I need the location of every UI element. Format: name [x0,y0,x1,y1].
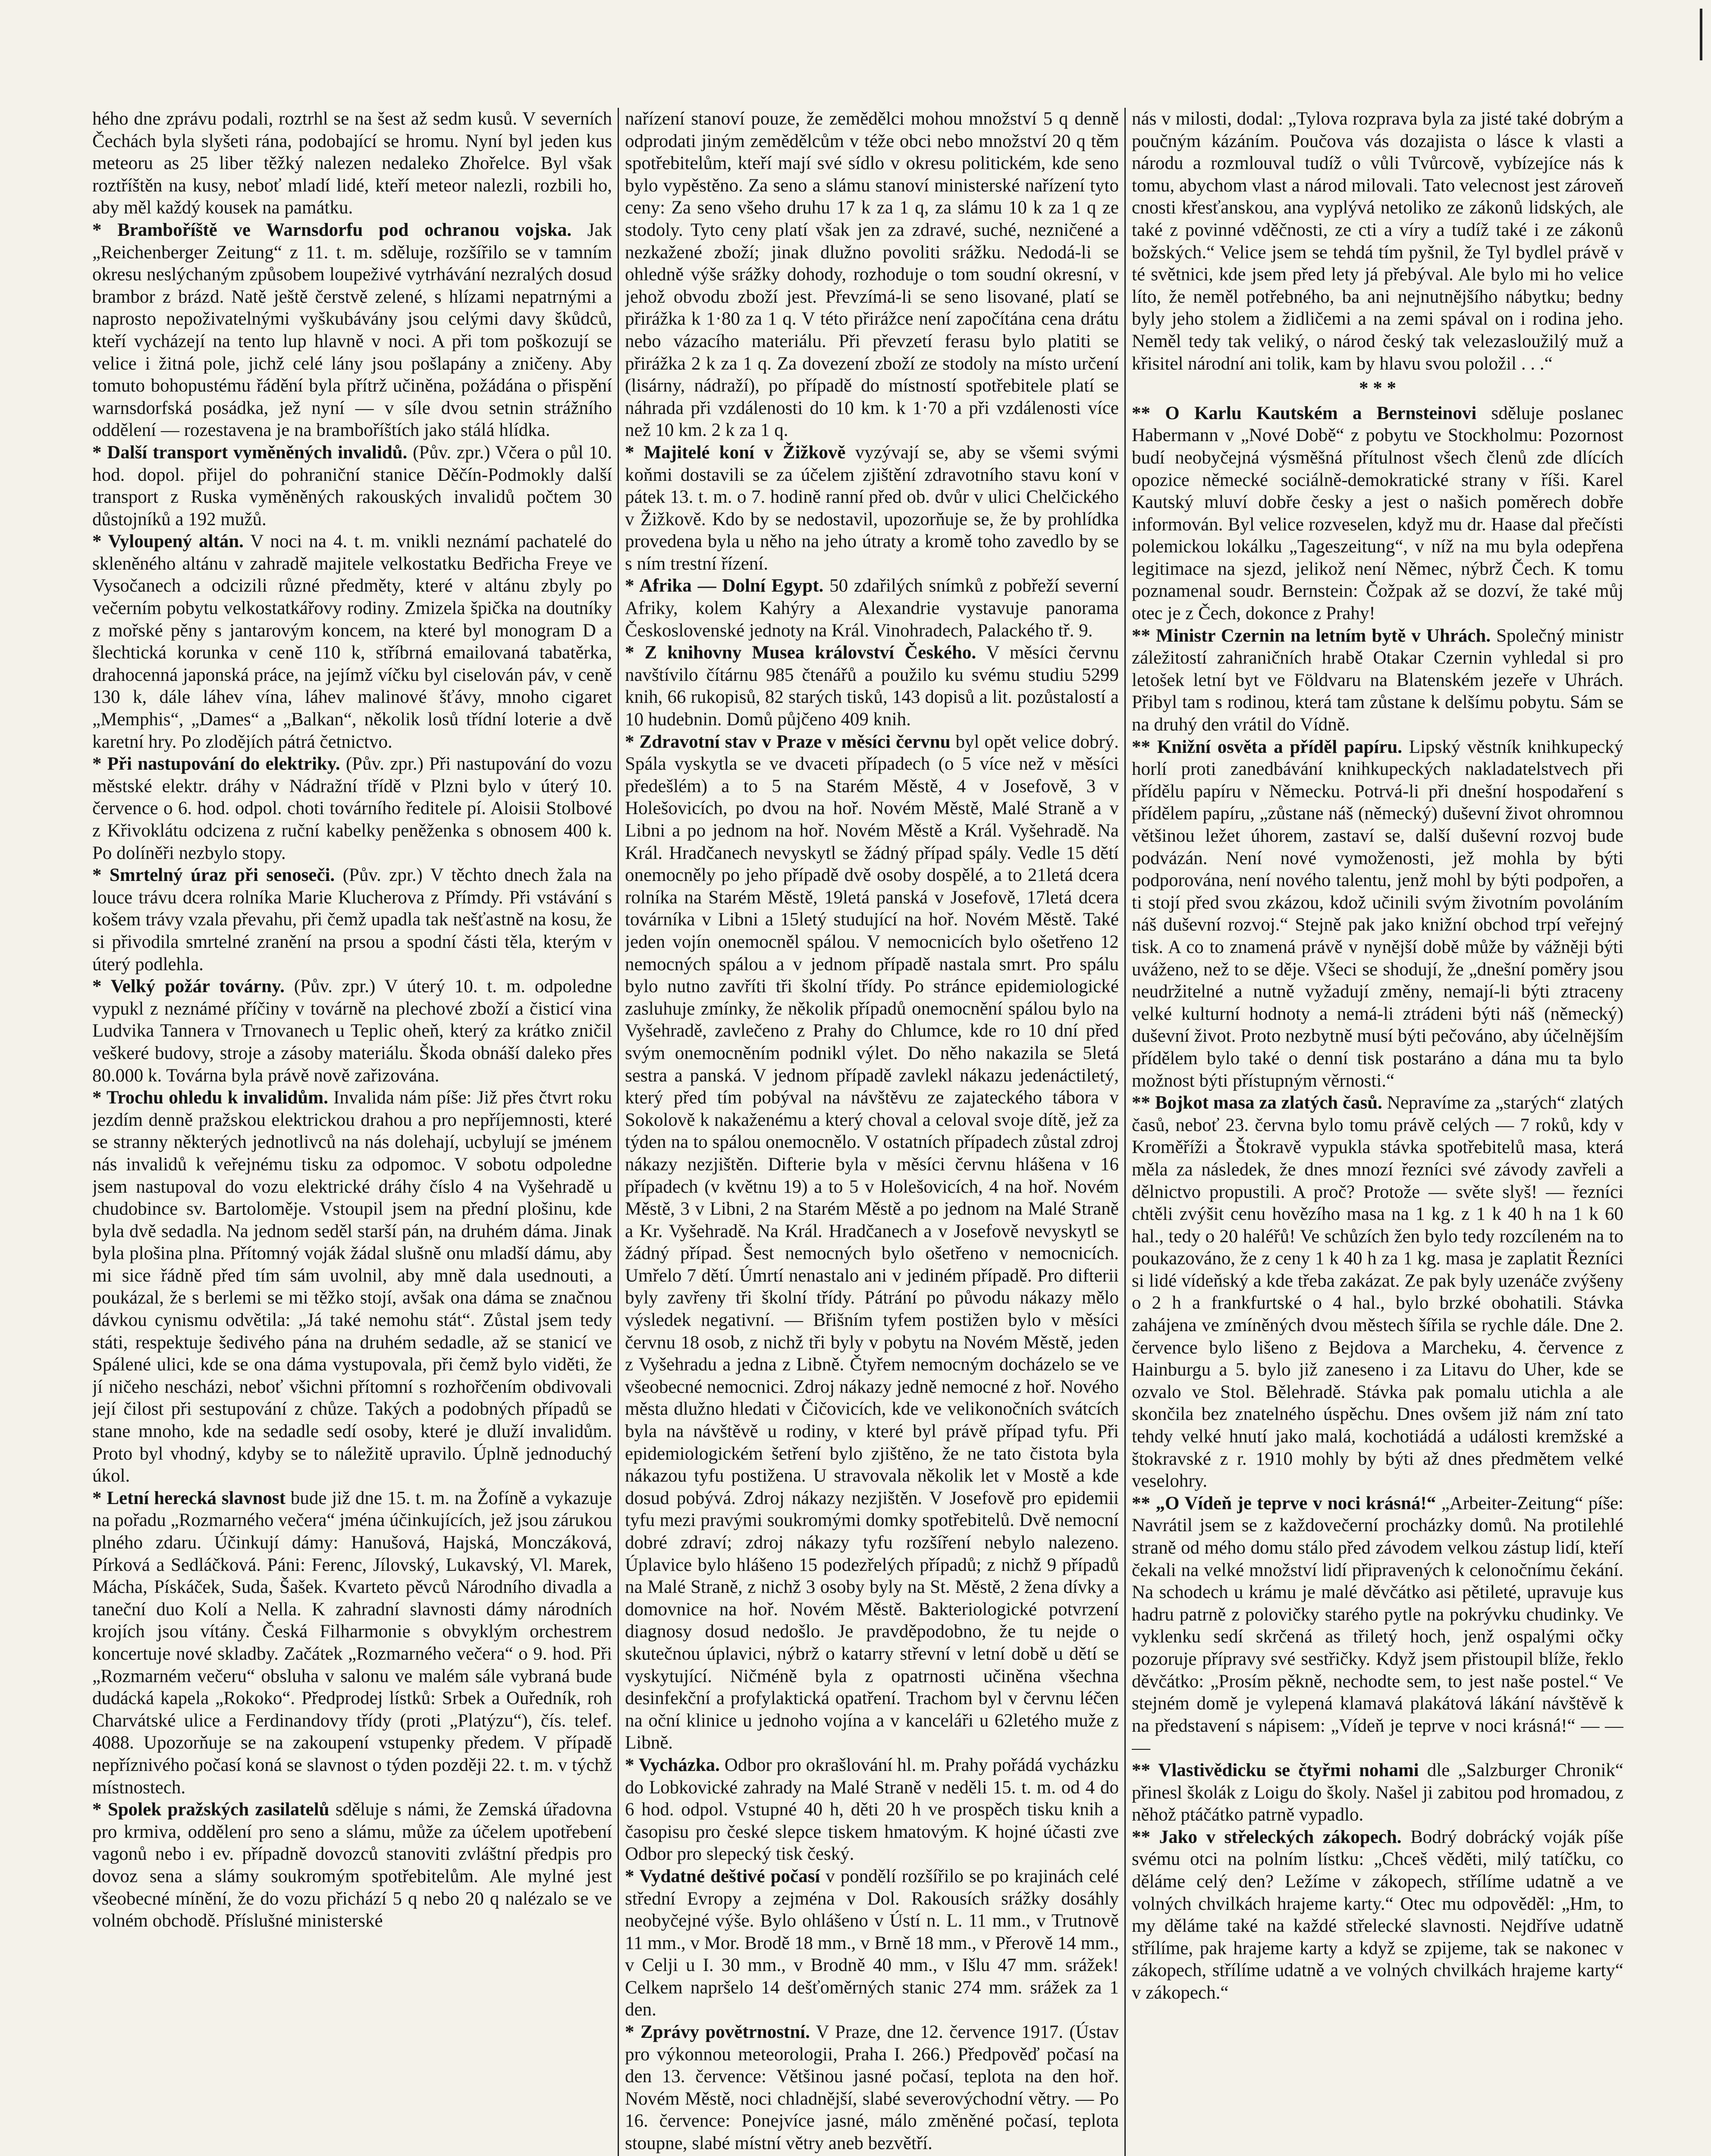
news-item-paragraph [625,108,1119,442]
column-1 [92,108,612,2156]
news-item [92,442,612,530]
news-item-paragraph [625,2021,1119,2155]
news-item [92,108,612,219]
news-text: Odbor pro okrašlování hl. m. Prahy pořádá vycházku do Lobkovické zahrady na Malé Straně v neděli 15. t. m. od 4 do 6 hod. odpol. Vstupné 40 h, děti 20 h ve prospěch tisku knih a časopisu pro české slepce tiskem hmatovým. K hojné účasti zve Odbor pro slepecký tisk český. [625,1755,1119,1865]
news-text: „Arbeiter-Zeitung“ píše: Navrátil jsem se z každovečerní procházky domů. Na protilehlé straně od mého domu stálo před závodem velkou zástup lidí, kteří čekali na velké množství lidí připravených k celonočnímu čekání. Na schodech u krámu je malé děvčátko asi pětileté, upravuje kus hadru patrně z polovičky starého pytle na pokrývku chudinky. Ve vyklenku sedí skrčená as třiletý hoch, jenž ospalými očky pozoruje přípravy své sestřičky. Když jsem přistoupil blíže, řeklo děvčátko: „Prosím pěkně, nechodte sem, to jest naše postel.“ Ve stejném domě je vylepená klamavá plakátová lákání návštěvě k na představení s nápisem: „Vídeň je teprve v noci krásná!“ — — — [1132,1493,1623,1758]
news-item-paragraph [92,219,612,442]
news-text: vyzývají se, aby se všemi svými koňmi dostavili se za účelem zjištění zdravotního stavu koní v pátek 13. t. m. o 7. hodině ranní před ob. dvůr v ulici Chelčického v Žižkově. Kdo by se nedostavil, upozorňuje se, že by prohlídka provedena byla u něho na jeho útraty a kromě toho zavedlo by se s ním trestní řízení. [625,442,1119,574]
news-headline: ** Jako v střeleckých zákopech. [1132,1827,1402,1847]
news-item [1132,625,1623,736]
news-item [92,530,612,753]
news-item [1132,1092,1623,1492]
column-divider [618,108,619,2156]
news-text: (Pův. zpr.) V těchto dnech žala na louce trávu dcera rolníka Marie Klucherova z Přímdy. Při vstávání s košem trávy vzala převahu, při čemž upadla tak nešťastně na kosu, že si přivodila smrtelné zranění na prsou a spodní části těla, kterým v úterý podlehla. [92,865,612,975]
news-item-paragraph [1132,736,1623,1092]
news-text: nás v milosti, dodal: „Tylova rozprava byla za jisté také dobrým a poučným kázáním. Poučova vás dozajista o lásce k vlasti a národu a rozmlouval tudíž o vůli Tvůrcově, vybízejíce nás k tomu, abychom vlast a národ milovali. Tato velecnost jest zároveň cnosti křesťanskou, ana vyplývá netoliko ze zákonů lidských, ale také z povinné vděčnosti, ze cti a víry a tudíž také i ze zákonů božských.“ Velice jsem se tehdá tím pyšnil, že Tyl bydlel právě v té světnici, kde jsem před lety já přebýval. Ale bylo mi ho velice líto, že neměl potřebného, ba ani nejnutnějšího nábytku; bedny byly jeho stolem a židličemi a na zemi spával on i rodina jeho. Neměl tedy tak veliký, o národ český tak velezasloužilý muž a křisitel národní ani tolik, kam by hlavu svou položil . . .“ [1132,109,1623,374]
news-item [92,1799,612,1932]
news-text: 50 zdařilých snímků z pobřeží severní Afriky, kolem Kahýry a Alexandrie vystavuje panorama Československé jednoty na Král. Vinohradech, Palackého tř. 9. [625,576,1119,641]
news-item-paragraph [625,575,1119,642]
news-item [625,731,1119,1754]
news-headline: * Vydatné deštivé počasí [625,1866,820,1887]
news-item-paragraph [92,530,612,753]
news-text: hého dne zprávu podali, roztrhl se na šest až sedm kusů. V severních Čechách byla slyšeti rána, podobající se hromu. Nyní byl jeden kus meteoru as 25 liber těžký nalezen nedaleko Zhořelce. Byl však roztříštěn na kusy, neboť mladí lidé, kteří meteor nalezli, rozbili ho, aby měl každý kousek na památku. [92,109,612,218]
news-text: nařízení stanoví pouze, že zemědělci mohou množství 5 q denně odprodati jiným zemědělcům v téže obci nebo množství 20 q těm spotřebitelům, kteří mají své sídlo v okresu politickém, kde seno bylo vypěstěno. Za seno a slámu stanoví ministerské nařízení tyto ceny: Za seno všeho druhu 17 k za 1 q, za slámu 10 k za 1 q ze stodoly. Tyto ceny platí však jen za zdravé, suché, nezničené a nezkažené zboží; jinak dlužno povoliti srážku. Nedodá-li se ohledně výše srážky dohody, rozhoduje o tom soudní okresní, v jehož obvodu zboží jest. Převzímá-li se seno lisované, platí se přirážka k 1·80 za 1 q. V této přirážce není započítána cena drátu nebo vázacího materiálu. Při převzetí ferasu bylo platiti se přirážka 2 k za 1 q. Za dovezení zboží ze stodoly na místo určení (lisárny, nádraží), po případě do místností spotřebitele platí se náhrada při vzdálenosti do 10 km. k 1·70 a při vzdálenosti více než 10 km. 2 k za 1 q. [625,109,1119,441]
news-item [1132,1826,1623,2004]
news-text: Jak „Reichenberger Zeitung“ z 11. t. m. sděluje, rozšířilo se v tamním okresu neslýchaným způsobem loupeživé vytrhávání nezralých dosud brambor z brázd. Natě ještě čerstvě zelené, s hlízami nepatrnými a naprosto nepoživatelnými vyškubávány jsou celými davy škůdců, kteří vycházejí na tento lup hlavně v noci. A při tom poškozují se velice i žitná pole, jichž celé lány jsou pošlapány a zničeny. Aby tomuto bohopustému řádění byla přítrž učiněna, požádána o přispění warnsdorfská posádka, jež nyní — v síle dvou setnin strážního oddělení — rozestavena je na bramboříštích jako stálá hlídka. [92,219,612,441]
news-item [1132,402,1623,625]
news-item [625,108,1119,442]
news-item [625,1865,1119,2021]
news-text: (Pův. zpr.) Při nastupování do vozu městské elektr. dráhy v Nádražní třídě v Plzni bylo v úterý 10. července o 6. hod. odpol. choti továrního ředitele pí. Aloisii Stolbové z Křivoklátu odcizena z ruční kabelky peněženka s obnosem 400 k. Po dolíněři nezbylo stopy. [92,754,612,863]
news-item-paragraph [92,975,612,1087]
newspaper-page [92,108,1623,2156]
news-headline: * Z knihovny Musea království Českého. [625,642,976,663]
news-item [625,575,1119,642]
news-item [625,1754,1119,1865]
news-item [92,1487,612,1799]
news-item [92,219,612,442]
news-headline: * Při nastupování do elektriky. [92,754,340,774]
news-text: Lipský věstník knihkupecký horlí proti zanedbávání knihkupeckých nakladatelstvech při přídělu papíru v Německu. Potrvá-li při dnešní hospodaření s přídělem papíru, „zůstane náš (německý) duševní život ohromnou většinou ležet úhorem, zastaví se, další duševní rozvoj bude podvázán. Není nové vymoženosti, jež mohla by býti podporována, není nového talentu, jenž mohl by býti podpořen, a ti stojí před svou zkázou, kdož učinili svým životním povoláním náš duševní rozvoj.“ Stejně pak jako knižní obchod trpí veřejný tisk. A co to znamená právě v nynější době může by vážněji býti uváženo, než to se děje. Všeci se shodují, že „dnešní poměry jsou neudržitelné a nutně vyžadují změny, nemají-li býti ztraceny velké kulturní hodnoty a nemá-li ztrádeni býti náš (německý) duševní život. Proto nezbytně musí býti pečováno, aby účelnějším přídělem bylo také o denní tisk postaráno a dána mu ta bylo možnost býti přístupným věrnosti.“ [1132,736,1623,1091]
news-headline: * Majitelé koní v Žižkově [625,442,846,463]
news-item-paragraph [92,1799,612,1932]
news-text: sděluje s námi, že Zemská úřadovna pro krmiva, oddělení pro seno a slámu, může za účelem upotřebení vagonů nebo i ev. případně dovozců stanoviti zvláštní předpis pro dovoz sena a slámy soukromým spotřebitelům. Ale mylné jest všeobecné mínění, že do vozu přichází 5 q nebo 20 q nalézalo se ve volném obchodě. Příslušné ministerské [92,1799,612,1931]
news-headline: * Smrtelný úraz při senoseči. [92,865,335,886]
news-item-paragraph [92,753,612,864]
news-text: sděluje poslanec Habermann v „Nové Době“ z pobytu ve Stockholmu: Pozornost budí neobyčejná výsměšná přítulnost všech členů zde dlících opozice německé sociálně-demokratické strany v říši. Karel Kautský mluví dobře česky a jest o našich poměrech dobře informován. Byl velice rozveselen, když mu dr. Haase dal přečísti polemickou lokálku „Tageszeitung“, v níž na mu byla odepřena legitimace na sjezd, jelikož není Němec, nýbrž Čech. K tomu poznamenal soudr. Bernstein: Čožpak až se dozví, že také můj otec je z Čech, dokonce z Prahy! [1132,403,1623,624]
column-3 [1132,108,1623,2156]
news-headline: * Velký požár továrny. [92,976,285,997]
news-text: Invalida nám píše: Již přes čtvrt roku jezdím denně pražskou elektrickou drahou a pro nepříjemnosti, které se stranny některých jednotlivců na nás dolehají, ucbylují se jménem nás invalidů k veřejnému tisku za odpomoc. V sobotu odpoledne jsem nastupoval do vozu elektrické dráhy číslo 4 na Vyšehradě u chudobince sv. Bartoloměje. Vstoupil jsem na přední plošinu, kde byla dvě sedadla. Na jednom seděl starší pán, na druhém dáma. Jinak byla plošina plna. Přítomný voják žádal slušně onu mladší dámu, aby mi sice řádně před tím sám uvolnil, aby mně dala usednouti, a poukázal, že s berlemi se mi těžko stojí, avšak ona dáma se značnou dávkou cynismu odvětila: „Já také nemohu stát“. Zůstal jsem tedy státi, respektuje šedivého pána na druhém sedadle, až se stanicí ve Spálené ulici, kde se ona dáma vystupovala, při čemž bylo viděti, že jí ničeho nescházi, neboť všichni přítomní s rozhořčením obdivovali její čilost při sestupování z chůze. Takých a podobných případů se stane mnoho, kde na sedadle sedí osoby, které je dluží invalidům. Proto byl vhodný, kdyby se to náležitě upravilo. Úplně jednoduchý úkol. [92,1087,612,1486]
column-divider [1124,108,1126,2156]
news-headline: * Bramboříště ve Warnsdorfu pod ochranou vojska. [92,219,572,240]
news-item [625,642,1119,730]
news-text: (Pův. zpr.) V úterý 10. t. m. odpoledne vypukl z neznámé příčiny v továrně na plechové zboží a čisticí vina Ludvika Tannera v Trnovanech u Teplic oheň, který za krátko zničil veškeré budovy, stroje a zásoby materiálu. Škoda obnáší daleko přes 80.000 k. Továrna byla právě nově zařizována. [92,976,612,1086]
news-item [92,864,612,975]
news-headline: * Vyloupený altán. [92,531,244,552]
page-edge-mark [1700,9,1702,60]
news-item [1132,1492,1623,1759]
news-item-paragraph [1132,1826,1623,2004]
news-item-paragraph [1132,402,1623,625]
news-text: Bodrý dobrácký voják píše svému otci na polním lístku: „Chceš věděti, milý tatíčku, co děláme celý den? Ležíme v zákopech, střílíme udatně a ve volných chvilkách hrajeme karty.“ Otec mu odpověděl: „Hm, to my děláme také na každé střelecké slavnosti. Nejdříve udatně střílíme, pak hrajeme karty a když se zpijeme, tak se nakonec v zákopech, střílíme udatně a ve volných chvilkách hrajeme karty“ v zákopech.“ [1132,1827,1623,2003]
news-item-paragraph [92,108,612,219]
news-item-paragraph [625,642,1119,730]
column-2 [625,108,1119,2156]
news-text: V Praze, dne 12. července 1917. (Ústav pro výkonnou meteorologii, Praha I. 266.) Předpověď počasí na den 13. července: Většinou jasné počasí, teplota na den hoř. Novém Městě, noci chladnější, slabé severovýchodní větry. — Po 16. července: Ponejvíce jasné, málo změněné počasí, teplota stoupne, slabé místní větry aneb bezvětří. [625,2022,1119,2154]
news-item [625,2021,1119,2155]
news-item-paragraph [1132,1759,1623,1826]
news-headline: ** O Karlu Kautském a Bernsteinovi [1132,403,1477,423]
news-headline: ** Vlastivědicku se čtyřmi nohami [1132,1760,1419,1780]
news-item-paragraph [92,442,612,530]
news-item-paragraph [1132,108,1623,375]
news-headline: ** Knižní osvěta a příděl papíru. [1132,736,1402,757]
news-item-paragraph [1132,1492,1623,1759]
news-item-paragraph [625,442,1119,575]
news-text: byl opět velice dobrý. Spála vyskytla se ve dvaceti případech (o 5 více než v měsíci předešlém) a to 5 na Starém Městě, 4 v Josefově, 3 v Holešovicích, po dvou na hoř. Novém Městě, Malé Straně a v Libni a po jednom na hoř. Novém Městě a Král. Vyšehradě. Na Král. Hradčanech nevyskytl se žádný případ spály. Vedle 15 dětí onemocněly po jeho případě dvě osoby dospělé, a to 21letá dcera rolníka na Starém Městě, 19letá panská v Josefově, 17letá dcera továrníka v Libni a 15letý studující na hoř. Novém Městě. Také jeden vojín onemocněl spálou. V nemocnicích bylo ošetřeno 12 nemocných spálou a v jednom případě nastala smrt. Pro spálu bylo nutno zavříti tři školní třídy. Po stránce epidemiologické zasluhuje zmínky, že několik případů onemocnění spálou bylo na Vyšehradě, zavlečeno z Prahy do Chlumce, kde ro 10 dní před svým onemocněním podnikl výlet. Do něho nakazila se 5letá sestra a panská. V jednom případě zavlekl nákazu jedenáctiletý, který před tím pobýval na návštěvu ze zajateckého tábora v Sokolově k nakaženému a který choval a celoval svoje dítě, jež za týden na to spálou onemocnělo. V ostatních případech zůstal zdroj nákazy nezjištěn. Difterie byla v měsíci červnu hlášena v 16 případech (v květnu 19) a to 5 v Holešovicích, 4 na hoř. Novém Městě, 3 v Libni, 2 na Starém Městě a po jednom na Malé Straně a Kr. Vyšehradě. Na Král. Hradčanech a v Josefově nevyskytl se žádný případ. Šest nemocných bylo ošetřeno v nemocnicích. Umřelo 7 dětí. Úmrtí nenastalo ani v jediném případě. Pro difterii byly zavřeny tři školní třídy. Pátrání po původu nákazy mělo výsledek negativní. — Břišním tyfem postižen bylo v měsíci červnu 18 osob, z nichž tři byly v pobytu na Novém Městě, jeden z Vyšehradu a jedna z Libně. Čtyřem nemocným docházelo se ve všeobecné nemocnici. Zdroj nákazy jedně nemocné z hoř. Nového města dlužno hledati v Čičovicích, kde ve velikonočních svátcích byla na návštěvě u rodiny, v které byl právě případ tyfu. Při epidemiologickém šetření bylo zjištěno, že ne tato čistota byla nákazou tyfu postižena. U stravovala několik let v Mostě a kde dosud pobývá. Zdroj nákazy nezjištěn. V Josefově pro epidemii tyfu mezi pravými soukromými domky spotřebitelů. Dvě nemocní dobré zdraví; zdroj nákazy tyfu rozšíření nebylo nalezeno. Úplavice bylo hlášeno 15 podezřelých případů; z nichž 9 případů na Malé Straně, z nichž 3 osoby byly na St. Městě, 2 žena dívky a domovnice na hoř. Novém Městě. Bakteriologické potvrzení diagnosy dosud nedošlo. Je pravděpodobno, že tu nejde o skutečnou úplavici, nýbrž o katarry střevní v letní době u dětí se vyskytující. Ničméně byla z opatrnosti učiněna všechna desinfekční a profylaktická opatření. Trachom byl v červnu léčen na oční klinice u jednoho vojína a v kanceláři u 62letého muže z Libně. [625,731,1119,1753]
news-item [1132,736,1623,1092]
news-text: v pondělí rozšířilo se po krajinách celé střední Evropy a zejména v Dol. Rakousích srážky dosáhly neobyčejné výše. Bylo ohlášeno v Ústí n. L. 11 mm., v Trutnově 11 mm., v Mor. Brodě 18 mm., v Brně 18 mm., v Přerově 14 mm., v Celji u I. 30 mm., v Brodně 40 mm., v Išlu 47 mm. srážek! Celkem napršelo 14 dešťoměrných stanic 274 mm. srážek za 1 den. [625,1866,1119,2020]
news-item [92,753,612,864]
news-headline: * Zdravotní stav v Praze v měsíci červnu [625,731,951,752]
news-item-paragraph [1132,625,1623,736]
news-text: V noci na 4. t. m. vnikli neznámí pachatelé do skleněného altánu v zahradě majitele velkostatku Bedřicha Freye ve Vysočanech a odcizili různé předměty, které v altánu zbyly po večerním pobytu velkostatkářovy rodiny. Zmizela špička na doutníky z mořské pěny s jantarovým koncem, na které byl monogram D a šlechtická korunka v ceně 110 k, stříbrná emailovaná tabatěrka, drahocenná japonská práce, na jejímž víčku byl ciselován páv, v ceně 130 k, dále láhev vína, láhev malinové šťávy, mnoho cigaret „Memphis“, „Dames“ a „Balkan“, několik losů třídní loterie a dvě karetní hry. Po zlodějích pátrá četnictvo. [92,531,612,752]
news-headline: * Spolek pražských zasilatelů [92,1799,330,1820]
news-item [1132,108,1623,375]
news-headline: * Další transport vyměněných invalidů. [92,442,408,463]
news-text: V měsíci červnu navštívilo čítárnu 985 čtenářů a použilo ku svému studiu 5299 knih, 66 rukopisů, 82 starých tisků, 143 dopisů a lit. pozůstalostí a 10 hudebnin. Domů půjčeno 409 knih. [625,642,1119,730]
news-item [92,1087,612,1487]
news-item [625,442,1119,575]
news-headline: * Vycházka. [625,1755,720,1775]
news-item-paragraph [1132,1092,1623,1492]
news-item-paragraph [625,1865,1119,2021]
news-text: Nepravíme za „starých“ zlatých časů, neboť 23. června bylo tomu právě celých — 7 roků, kdy v Kroměříži a Štokravě vypukla stávka spotřebitelů masa, která měla za následek, že dnes mnozí řezníci své závody zavřeli a dělnictvo propustili. A proč? Protože — světe slyš! — řezníci chtěli zvýšit cenu hovězího masa na 1 kg. z 1 k 40 h na 1 k 60 hal., tedy o 20 haléřů! Ve schůzích žen bylo tedy rozcíleném na to poukazováno, že z ceny 1 k 40 h za 1 kg. masa je zaplatit Řezníci si lidé vídeňský a kde třeba zakázat. Ze pak byly uzenáče zvýšeny o 2 h a frankfurtské o 4 hal., bylo brzké obohatili. Stávka zahájena ve zmíněných dvou městech šířila se rychle dále. Dne 2. července bylo lišeno z Bejdova a Marcheku, 4. července z Hainburgu a 5. bylo již zaneseno i za Litavu do Uher, kde se ozvalo ve Stol. Bělehradě. Stávka pak pomalu utichla a ale skončila bez znatelného úspěchu. Dnes ovšem již nám zní tato tehdy velké hnutí jako malá, kochotiádá a události kremžské a štokravské z r. 1910 mohly by býti až dnes předmětem velké veselohry. [1132,1093,1623,1492]
news-item-paragraph [625,1754,1119,1865]
news-headline: ** Bojkot masa za zlatých časů. [1132,1093,1382,1113]
news-text: bude již dne 15. t. m. na Žofíně a vykazuje na pořadu „Rozmarného večera“ jména účinkujících, jež jsou zárukou plného zdaru. Účinkují dámy: Hanušová, Hajská, Monczáková, Pírková a Sedláčková. Páni: Ferenc, Jílovský, Lukavský, Vl. Marek, Mácha, Pískáček, Suda, Šašek. Kvarteto pěvců Národního divadla a taneční duo Kolí a Nella. K zahradní slavnosti dámy národních krojích jsou vítány. Česká Filharmonie s obvyklým orchestrem koncertuje nové skladby. Začátek „Rozmarného večera“ o 9. hod. Při „Rozmarném večeru“ obsluha v salonu ve malém sále vybraná bude dudácká kapela „Rokoko“. Předprodej lístků: Srbek a Ouředník, roh Charvátské ulice a Ferdinandovy třídy (proti „Platýzu“), čís. telef. 4088. Upozorňuje se na zakoupení vstupenky předem. V případě nepříznivého počasí koná se slavnost o týden později 22. t. m. v týchž místnostech. [92,1488,612,1798]
news-item [92,975,612,1087]
news-item [1132,1759,1623,1826]
section-separator: * * * [1359,378,1396,399]
news-headline: ** Ministr Czernin na letním bytě v Uhrách. [1132,625,1491,646]
news-item-paragraph [92,1487,612,1799]
news-text: Společný ministr záležitostí zahraničních hrabě Otakar Czernin vyhledal si pro letošek letní byt ve Földvaru na Blatenském jezeře v Uhrách. Přibyl tam s rodinou, která tam zůstane k delšímu pobytu. Sám se na druhý den vrátil do Vídně. [1132,625,1623,735]
news-item-paragraph [625,731,1119,1754]
news-headline: * Afrika — Dolní Egypt. [625,576,824,596]
news-headline: * Zprávy povětrnostní. [625,2022,810,2043]
news-text: (Pův. zpr.) Včera o půl 10. hod. dopol. přijel do pohraniční stanice Děčín-Podmokly další transport z Ruska vyměněných rakouských invalidů počtem 30 důstojníků a 192 mužů. [92,442,612,530]
news-item-paragraph [92,864,612,975]
news-headline: ** „O Vídeň je teprve v noci krásná!“ [1132,1493,1436,1514]
news-headline: * Letní herecká slavnost [92,1488,286,1508]
news-text: dle „Salzburger Chronik“ přinesl školák z Loigu do školy. Našel ji zabitou pod hromadou, z něhož ptáčátko patrně vypadlo. [1132,1760,1623,1825]
news-headline: * Trochu ohledu k invalidům. [92,1087,328,1108]
news-item-paragraph [92,1087,612,1487]
